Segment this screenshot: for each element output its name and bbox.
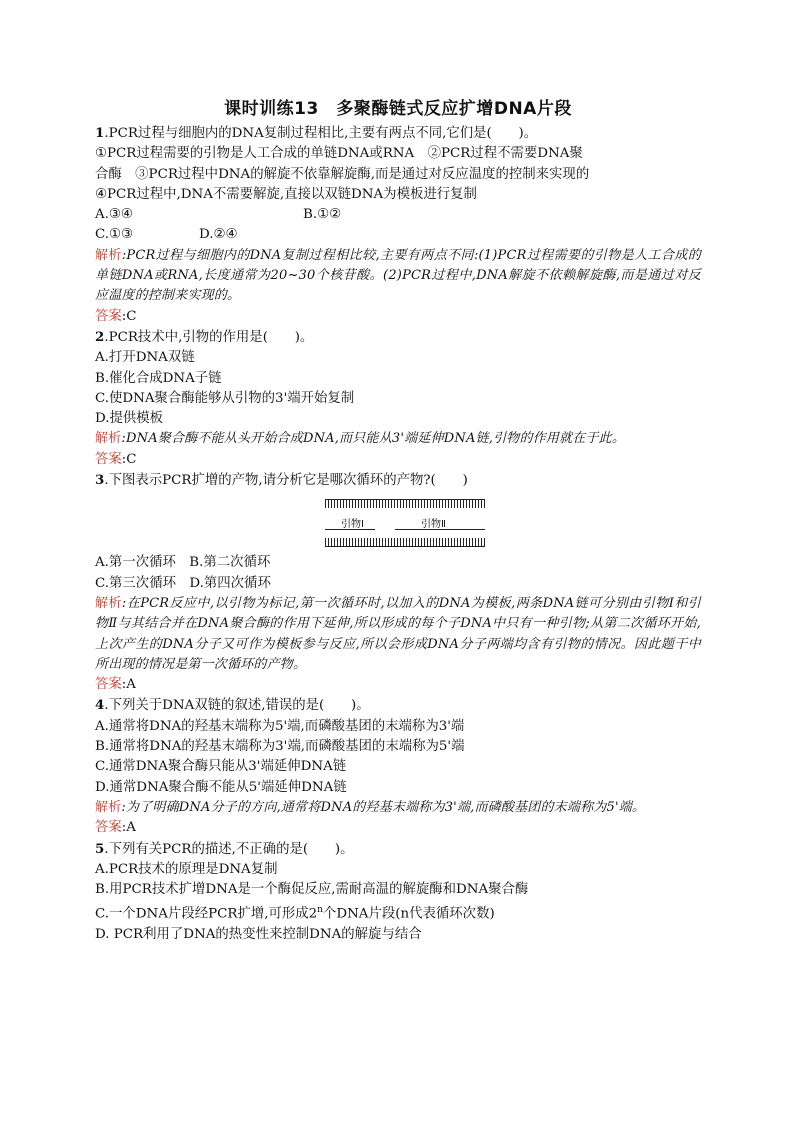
option-c: C.使DNA聚合酶能够从引物的3'端开始复制 bbox=[95, 390, 355, 406]
primer-2-label: 引物Ⅱ bbox=[421, 519, 446, 531]
answer-label: 答案 bbox=[95, 820, 122, 836]
dna-strand-top bbox=[325, 499, 485, 508]
analysis-label: 解析 bbox=[95, 431, 122, 447]
answer bbox=[95, 307, 701, 327]
analysis-text: 为了明确DNA分子的方向,通常将DNA的羟基末端称为3'端,而磷酸基团的末端称为5'端。 bbox=[126, 799, 646, 815]
question-number: 4 bbox=[95, 697, 105, 714]
question-4 bbox=[95, 695, 701, 838]
question-stem bbox=[95, 470, 701, 491]
answer-label: 答案 bbox=[95, 677, 122, 693]
option-c bbox=[95, 900, 701, 925]
colon: : bbox=[121, 451, 127, 467]
exponent: n bbox=[317, 905, 323, 916]
option-d: D.通常DNA聚合酶不能从5'端延伸DNA链 bbox=[95, 779, 347, 795]
answer-value: C bbox=[126, 451, 137, 467]
option-b: B.第二次循环 bbox=[189, 555, 271, 571]
analysis-text: DNA聚合酶不能从头开始合成DNA,而只能从3'端延伸DNA链,引物的作用就在于此。 bbox=[126, 431, 626, 447]
question-stem bbox=[95, 123, 701, 144]
question-stem bbox=[95, 695, 701, 716]
option-c-text: C.一个DNA片段经PCR扩增,可形成2 bbox=[95, 906, 318, 922]
colon: : bbox=[121, 677, 127, 693]
question-number: 3 bbox=[95, 472, 105, 489]
answer-value: C bbox=[126, 308, 137, 324]
answer-value: A bbox=[126, 677, 136, 693]
option-b: B.催化合成DNA子链 bbox=[95, 370, 222, 386]
primer-1-line bbox=[325, 529, 375, 530]
option-a: A.打开DNA双链 bbox=[95, 350, 195, 366]
question-text: .PCR技术中,引物的作用是( )。 bbox=[104, 329, 314, 345]
answer-value: A bbox=[126, 820, 136, 836]
option-a: A.PCR技术的原理是DNA复制 bbox=[95, 861, 278, 877]
answer bbox=[95, 675, 701, 695]
question-number: 5 bbox=[95, 840, 105, 857]
analysis-text: PCR过程与细胞内的DNA复制过程相比较,主要有两点不同:(1)PCR过程需要的引物是人工合成的单链DNA或RNA,长度通常为20~30个核苷酸。(2)PCR过程中,DNA解旋不依赖解旋酶,而是通过对反应温度的控制来实现的。 bbox=[95, 247, 701, 304]
analysis bbox=[95, 246, 701, 307]
option-c: C.通常DNA聚合酶只能从3'端延伸DNA链 bbox=[95, 759, 347, 775]
colon: : bbox=[121, 799, 126, 815]
colon: : bbox=[121, 820, 127, 836]
option-b: B.用PCR技术扩增DNA是一个酶促反应,需耐高温的解旋酶和DNA聚合酶 bbox=[95, 882, 529, 898]
analysis bbox=[95, 594, 701, 675]
analysis bbox=[95, 429, 701, 449]
option-a: A.通常将DNA的羟基末端称为5'端,而磷酸基团的末端称为3'端 bbox=[95, 718, 465, 734]
option-a: A.③④ bbox=[95, 207, 133, 223]
answer-label: 答案 bbox=[95, 308, 122, 324]
question-text: .PCR过程与细胞内的DNA复制过程相比,主要有两点不同,它们是( )。 bbox=[104, 126, 538, 141]
colon: : bbox=[121, 595, 127, 611]
question-2 bbox=[95, 327, 701, 470]
statement-line: 合酶 ③PCR过程中DNA的解旋不依靠解旋酶,而是通过对反应温度的控制来实现的 bbox=[95, 166, 590, 182]
option-d: D. PCR利用了DNA的热变性来控制DNA的解旋与结合 bbox=[95, 927, 422, 943]
option-c: C.第三次循环 bbox=[95, 575, 176, 591]
option-c-text-end: 个DNA片段(n代表循环次数) bbox=[322, 906, 495, 922]
analysis-label: 解析 bbox=[95, 799, 122, 815]
answer bbox=[95, 450, 701, 470]
option-c: C.①③ bbox=[95, 227, 134, 243]
primer-2-line bbox=[395, 529, 485, 530]
option-row bbox=[95, 574, 701, 594]
option-row bbox=[95, 553, 701, 573]
dna-strand-bottom bbox=[325, 538, 485, 547]
option-row bbox=[95, 225, 701, 245]
option-a: A.第一次循环 bbox=[95, 555, 176, 571]
statement-line: ④PCR过程中,DNA不需要解旋,直接以双链DNA为模板进行复制 bbox=[95, 186, 477, 202]
option-row bbox=[95, 205, 701, 225]
question-5 bbox=[95, 839, 701, 946]
worksheet bbox=[95, 96, 701, 945]
analysis-text: 在PCR反应中,以引物为标记,第一次循环时,以加入的DNA为模板,两条DNA链可分别由引物Ⅰ和引物Ⅱ与其结合并在DNA聚合酶的作用下延伸,所以形成的每个子DNA中只有一种引物;从第二次循环开始,上次产生的DNA分子又可作为模板参与反应,所以会形成DNA分子两端均含有引物的情况。因此题干中所出现的情况是第一次循环的产物。 bbox=[95, 595, 701, 672]
option-d: D.第四次循环 bbox=[189, 575, 271, 591]
analysis-label: 解析 bbox=[95, 595, 122, 611]
question-stem bbox=[95, 327, 701, 348]
option-b: B.①② bbox=[303, 207, 342, 223]
statement-line: ①PCR过程需要的引物是人工合成的单链DNA或RNA ②PCR过程不需要DNA聚 bbox=[95, 146, 583, 162]
option-d: D.提供模板 bbox=[95, 411, 164, 427]
analysis bbox=[95, 798, 701, 818]
question-text: .下图表示PCR扩增的产物,请分析它是哪次循环的产物?( ) bbox=[104, 473, 468, 489]
answer bbox=[95, 818, 701, 838]
question-text: .下列关于DNA双链的叙述,错误的是( )。 bbox=[104, 698, 370, 714]
page-title: 课时训练13 多聚酶链式反应扩增DNA片段 bbox=[224, 99, 572, 119]
option-d: D.②④ bbox=[199, 227, 238, 243]
colon: : bbox=[121, 431, 126, 447]
question-number: 2 bbox=[95, 328, 105, 345]
question-3 bbox=[95, 470, 701, 695]
pcr-product-diagram bbox=[95, 493, 701, 551]
question-number: 1 bbox=[95, 125, 105, 141]
option-b: B.通常将DNA的羟基末端称为3'端,而磷酸基团的末端称为5'端 bbox=[95, 739, 465, 755]
question-text: .下列有关PCR的描述,不正确的是( )。 bbox=[104, 841, 354, 857]
question-stem bbox=[95, 839, 701, 860]
colon: : bbox=[121, 308, 127, 324]
primer-1-label: 引物Ⅰ bbox=[341, 519, 364, 531]
answer-label: 答案 bbox=[95, 451, 122, 467]
question-1 bbox=[95, 123, 701, 327]
colon: : bbox=[121, 247, 127, 263]
analysis-label: 解析 bbox=[95, 247, 122, 263]
